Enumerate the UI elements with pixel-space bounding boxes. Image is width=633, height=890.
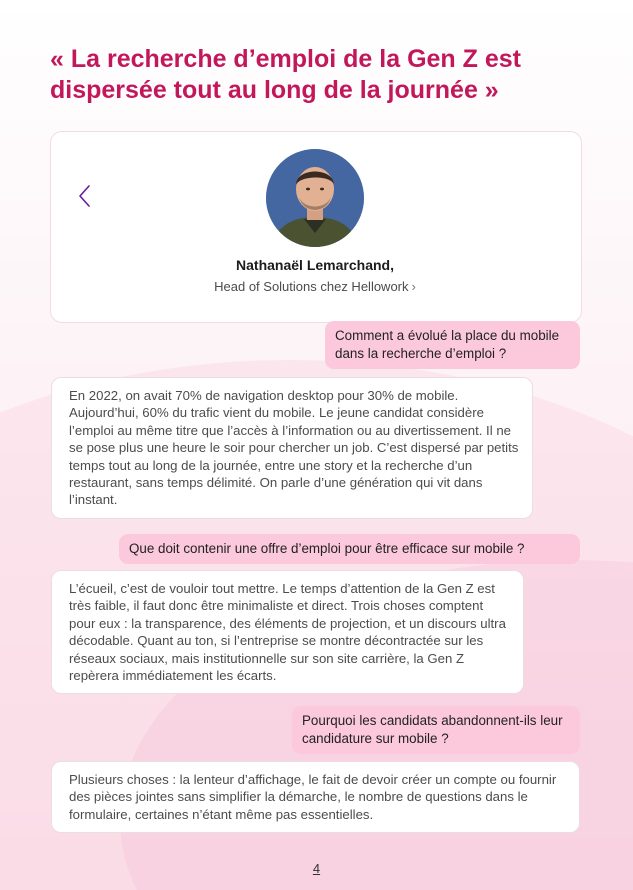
answer-bubble-2: L’écueil, c’est de vouloir tout mettre. Le temps d’attention de la Gen Z est très faible, il faut donc être minimaliste et direct. Trois choses comptent pour eux : la transparence, des éléments de projection, et un discours ultra décodable. Quant au ton, si l’entreprise se montre décontractée sur les réseaux sociaux, mais institutionnelle sur son site carrière, la Gen Z repèrera immédiatement les écarts. (51, 570, 524, 694)
person-portrait (266, 149, 364, 247)
answer-bubble-3: Plusieurs choses : la lenteur d’affichage, le fait de devoir créer un compte ou fournir des pièces jointes sans simplifier la démarche, le nombre de questions dans le formulaire, certaines n’étant même pas essentielles. (51, 761, 580, 833)
page-number: 4 (312, 861, 321, 876)
person-name: Nathanaël Lemarchand, (236, 257, 394, 273)
chevron-left-icon (75, 183, 95, 209)
avatar (266, 149, 364, 247)
question-bubble-2: Que doit contenir une offre d’emploi pour être efficace sur mobile ? (119, 534, 580, 564)
back-button[interactable] (75, 183, 95, 209)
page-title: « La recherche d’emploi de la Gen Z est dispersée tout au long de la journée » (50, 45, 521, 104)
question-bubble-1: Comment a évolué la place du mobile dans la recherche d’emploi ? (325, 321, 580, 369)
question-bubble-3: Pourquoi les candidats abandonnent-ils leur candidature sur mobile ? (292, 706, 580, 754)
person-role-label: Head of Solutions chez Hellowork (214, 279, 409, 294)
answer-bubble-1: En 2022, on avait 70% de navigation desktop pour 30% de mobile. Aujourd’hui, 60% du trafic vient du mobile. Le jeune candidat considère l’emploi au même titre que l’accès à l’information ou au divertissement. Il ne se pose plus une heure le soir pour chercher un job. C’est dispersé par petits temps tout au long de la journée, entre une story et la recherche d’un restaurant, sans temps délimité. On parle d’une génération qui vit dans l’instant. (51, 377, 533, 519)
chevron-right-icon: › (411, 279, 416, 294)
person-role-link[interactable] (50, 279, 580, 294)
